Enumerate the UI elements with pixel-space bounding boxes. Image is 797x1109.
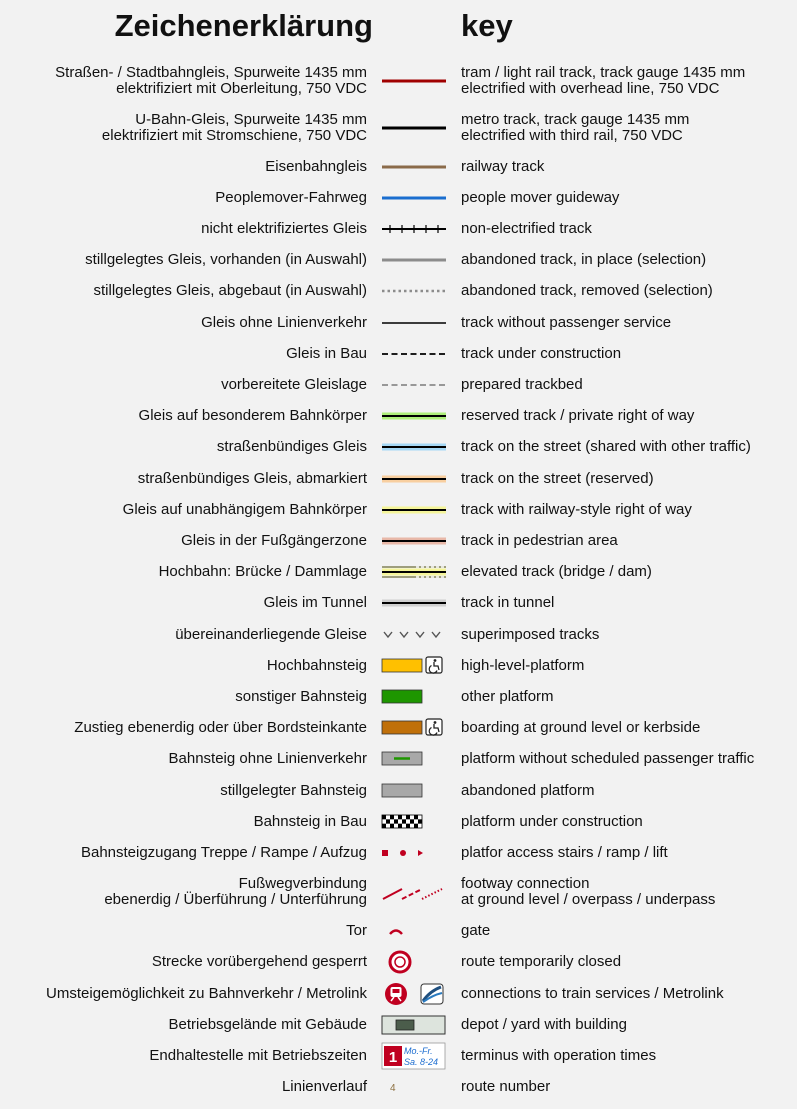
label-de	[220, 775, 367, 806]
terminus-route-number: 1	[388, 1048, 398, 1066]
legend-row-construction	[0, 338, 797, 369]
label-en	[461, 681, 554, 712]
label-en	[461, 338, 621, 369]
legend-row-superimposed	[0, 619, 797, 650]
label-de	[94, 276, 368, 307]
ground-level-platform-icon	[380, 713, 448, 743]
label-de-line: Gleis in Bau	[286, 344, 367, 362]
route-number-text: 4	[390, 1083, 396, 1095]
label-en	[461, 916, 490, 947]
label-en	[461, 245, 706, 276]
label-de-line: Umsteigemöglichkeit zu Bahnverkehr / Metrolink	[46, 984, 367, 1002]
street-reserved-track-line	[380, 464, 448, 494]
metro-track-line	[380, 113, 448, 143]
footway-connection-icon	[380, 877, 448, 907]
label-en	[461, 401, 694, 432]
label-de	[267, 650, 367, 681]
label-en	[461, 869, 715, 916]
label-en-line: terminus with operation times	[461, 1046, 657, 1064]
label-en-line: electrified with overhead line, 750 VDC	[461, 79, 720, 97]
label-en-line: railway track	[461, 157, 545, 175]
label-en	[461, 463, 654, 494]
label-de-line: Strecke vorübergehend gesperrt	[151, 953, 367, 971]
label-de-line: übereinanderliegende Gleise	[175, 625, 367, 643]
label-de-line: Bahnsteig ohne Linienverkehr	[168, 750, 367, 768]
legend-row-connections	[0, 978, 797, 1009]
label-de-line: Hochbahnsteig	[266, 656, 367, 674]
legend-row-platform-construction	[0, 806, 797, 837]
label-en	[461, 978, 724, 1009]
label-en	[461, 1009, 627, 1040]
label-de-line: Gleis ohne Linienverkehr	[201, 313, 367, 331]
legend-row-metro	[0, 104, 797, 151]
legend-row-prepared	[0, 369, 797, 400]
label-en	[461, 432, 751, 463]
no-service-track-line	[380, 308, 448, 338]
label-en	[461, 276, 713, 307]
terminus-icon	[380, 1041, 448, 1071]
tram-track-line	[380, 66, 448, 96]
legend-row-terminus	[0, 1040, 797, 1071]
label-de-line: Peoplemover-Fahrweg	[215, 188, 367, 206]
gate-icon	[380, 916, 448, 946]
label-de-line: straßenbündiges Gleis, abmarkiert	[137, 469, 367, 487]
label-en-line: track on the street (reserved)	[461, 469, 654, 487]
label-de	[104, 869, 367, 916]
reserved-track-line	[380, 401, 448, 431]
legend-row-street	[0, 432, 797, 463]
label-en	[461, 650, 584, 681]
legend-row-non-electrified	[0, 213, 797, 244]
label-en	[461, 713, 700, 744]
label-de-line: Hochbahn: Brücke / Dammlage	[158, 563, 367, 581]
label-en	[461, 744, 754, 775]
label-de-line: Zustieg ebenerdig oder über Bordsteinkante	[74, 719, 367, 737]
label-en	[461, 307, 671, 338]
label-en-line: platform under construction	[461, 812, 643, 830]
label-en-line: people mover guideway	[461, 188, 620, 206]
label-de	[102, 104, 367, 151]
label-de	[215, 182, 367, 213]
label-en-line: abandoned track, removed (selection)	[461, 282, 713, 300]
route-number-icon	[380, 1072, 448, 1102]
abandoned-track-line	[380, 245, 448, 275]
label-de	[201, 213, 367, 244]
label-en-line: other platform	[461, 687, 554, 705]
label-en	[461, 1072, 550, 1103]
label-en-line: platfor access stairs / ramp / lift	[461, 843, 668, 861]
legend-row-abandoned-removed	[0, 276, 797, 307]
label-en	[461, 619, 599, 650]
label-en-line: route temporarily closed	[461, 953, 622, 971]
label-en-line: non-electrified track	[461, 219, 592, 237]
label-en-line: platform without scheduled passenger traffic	[461, 750, 755, 768]
terminus-times-weekday: Mo.-Fr.	[404, 1045, 433, 1056]
removed-track-dotted-line	[380, 276, 448, 306]
label-de-line: Gleis im Tunnel	[263, 594, 367, 612]
abandoned-platform-icon	[380, 776, 448, 806]
legend-row-depot	[0, 1009, 797, 1040]
train-connection-icon	[380, 979, 448, 1009]
legend-row-reserved	[0, 401, 797, 432]
label-de	[254, 806, 367, 837]
legend-row-closed	[0, 947, 797, 978]
label-en-line: boarding at ground level or kerbside	[461, 719, 701, 737]
tunnel-track-line	[380, 588, 448, 618]
label-en-line: track without passenger service	[461, 313, 672, 331]
high-platform-icon	[380, 651, 448, 681]
label-en-line: at ground level / overpass / underpass	[461, 891, 716, 909]
elevated-track-line	[380, 557, 448, 587]
label-de-line: nicht elektrifiziertes Gleis	[201, 219, 367, 237]
label-en	[461, 369, 583, 400]
label-de-line: Bahnsteig in Bau	[253, 812, 367, 830]
legend-row-no-service	[0, 307, 797, 338]
label-de	[235, 681, 367, 712]
label-en	[461, 104, 689, 151]
label-de-line: Gleis auf besonderem Bahnkörper	[138, 407, 367, 425]
legend-row-elevated	[0, 557, 797, 588]
label-de-line: straßenbündiges Gleis	[216, 438, 367, 456]
label-en-line: track with railway-style right of way	[461, 500, 692, 518]
label-de	[221, 369, 367, 400]
label-en	[461, 213, 592, 244]
terminus-times-saturday: Sa. 8-24	[404, 1056, 439, 1067]
label-de	[181, 525, 367, 556]
label-de	[138, 463, 367, 494]
label-de-line: stillgelegtes Gleis, abgebaut (in Auswahl)	[93, 282, 367, 300]
platform-no-service-icon	[380, 744, 448, 774]
legend-row-gate	[0, 916, 797, 947]
label-en	[461, 57, 745, 104]
label-de-line: Eisenbahngleis	[265, 157, 367, 175]
legend-row-platform-access	[0, 837, 797, 868]
label-de	[264, 588, 367, 619]
label-en-line: abandoned track, in place (selection)	[461, 251, 707, 269]
label-en-line: connections to train services / Metrolink	[461, 984, 724, 1002]
label-en-line: track on the street (shared with other traffic)	[461, 438, 751, 456]
label-de	[123, 494, 367, 525]
legend-row-route-number	[0, 1072, 797, 1103]
title-de: Zeichenerklärung	[114, 8, 373, 43]
construction-track-dashed-line	[380, 339, 448, 369]
platform-access-icon	[380, 838, 448, 868]
legend-row-railway-style	[0, 494, 797, 525]
label-de-line: Gleis auf unabhängigem Bahnkörper	[122, 500, 367, 518]
label-de	[346, 916, 367, 947]
label-en-line: superimposed tracks	[461, 625, 600, 643]
label-en-line: prepared trackbed	[461, 375, 583, 393]
label-de	[85, 245, 367, 276]
legend-row-street-reserved	[0, 463, 797, 494]
legend-row-tram	[0, 57, 797, 104]
legend-row-peoplemover	[0, 182, 797, 213]
legend-row-pedestrian	[0, 525, 797, 556]
label-de-line: elektrifiziert mit Oberleitung, 750 VDC	[116, 79, 367, 97]
label-de	[55, 57, 367, 104]
label-en	[461, 1040, 656, 1071]
label-en-line: high-level-platform	[461, 656, 585, 674]
label-de	[169, 1009, 367, 1040]
label-en-line: electrified with third rail, 750 VDC	[461, 126, 683, 144]
label-en-line: tram / light rail track, track gauge 1435 mm	[461, 63, 746, 81]
label-de-line: Tor	[346, 922, 367, 940]
label-de	[282, 1072, 367, 1103]
label-en-line: abandoned platform	[461, 781, 595, 799]
depot-icon	[380, 1010, 448, 1040]
other-platform-icon	[380, 682, 448, 712]
label-de-line: Straßen- / Stadtbahngleis, Spurweite 1435 mm	[55, 63, 367, 81]
label-de-line: Fußwegverbindung	[238, 875, 367, 893]
label-en-line: track in tunnel	[461, 594, 555, 612]
label-de-line: Betriebsgelände mit Gebäude	[168, 1015, 367, 1033]
label-de-line: elektrifiziert mit Stromschiene, 750 VDC	[101, 126, 367, 144]
label-de-line: U-Bahn-Gleis, Spurweite 1435 mm	[135, 110, 367, 128]
label-en-line: metro track, track gauge 1435 mm	[461, 110, 690, 128]
label-de	[74, 713, 367, 744]
legend-row-abandoned-platform	[0, 775, 797, 806]
route-closed-icon	[380, 947, 448, 977]
railway-style-track-line	[380, 495, 448, 525]
label-de-line: Gleis in der Fußgängerzone	[181, 531, 367, 549]
label-en-line: reserved track / private right of way	[461, 407, 695, 425]
label-en	[461, 525, 618, 556]
label-de	[286, 338, 367, 369]
label-en	[461, 588, 554, 619]
label-en-line: depot / yard with building	[461, 1015, 627, 1033]
label-de	[169, 744, 367, 775]
label-de-line: Linienverlauf	[281, 1078, 367, 1096]
non-electrified-track-line	[380, 214, 448, 244]
street-track-line	[380, 432, 448, 462]
railway-track-line	[380, 152, 448, 182]
label-de	[139, 401, 367, 432]
label-de-line: stillgelegter Bahnsteig	[220, 781, 367, 799]
label-de-line: Bahnsteigzugang Treppe / Rampe / Aufzug	[80, 843, 367, 861]
label-de	[265, 151, 367, 182]
label-de	[46, 978, 367, 1009]
title-en: key	[461, 8, 513, 43]
label-de	[149, 1040, 367, 1071]
legend-row-other-platform	[0, 681, 797, 712]
label-de-line: Endhaltestelle mit Betriebszeiten	[149, 1046, 367, 1064]
legend-row-tunnel	[0, 588, 797, 619]
legend-row-abandoned-in-place	[0, 245, 797, 276]
label-de	[201, 307, 367, 338]
label-en-line: gate	[461, 922, 491, 940]
platform-construction-icon	[380, 807, 448, 837]
label-en	[461, 557, 652, 588]
people-mover-line	[380, 183, 448, 213]
legend-row-ground-platform	[0, 713, 797, 744]
label-en-line: route number	[461, 1078, 551, 1096]
label-de-line: vorbereitete Gleislage	[221, 375, 367, 393]
legend-row-high-platform	[0, 650, 797, 681]
label-en	[461, 837, 668, 868]
label-de-line: sonstiger Bahnsteig	[235, 687, 367, 705]
legend-row-footway	[0, 869, 797, 916]
label-de	[81, 837, 367, 868]
label-de	[152, 947, 367, 978]
label-en-line: elevated track (bridge / dam)	[461, 563, 652, 581]
label-en	[461, 494, 692, 525]
label-de-line: ebenerdig / Überführung / Unterführung	[104, 891, 367, 909]
label-en	[461, 182, 619, 213]
label-en	[461, 151, 544, 182]
label-de-line: stillgelegtes Gleis, vorhanden (in Auswahl)	[85, 251, 367, 269]
label-en	[461, 806, 643, 837]
label-en-line: footway connection	[461, 875, 590, 893]
pedestrian-area-track-line	[380, 526, 448, 556]
legend-row-railway	[0, 151, 797, 182]
prepared-trackbed-dashed-line	[380, 370, 448, 400]
legend-row-platform-no-service	[0, 744, 797, 775]
superimposed-tracks-icon	[380, 620, 448, 650]
label-en	[461, 775, 594, 806]
label-en-line: track in pedestrian area	[461, 531, 618, 549]
label-en	[461, 947, 621, 978]
label-de	[217, 432, 367, 463]
label-de	[175, 619, 367, 650]
label-en-line: track under construction	[461, 344, 622, 362]
label-de	[159, 557, 367, 588]
